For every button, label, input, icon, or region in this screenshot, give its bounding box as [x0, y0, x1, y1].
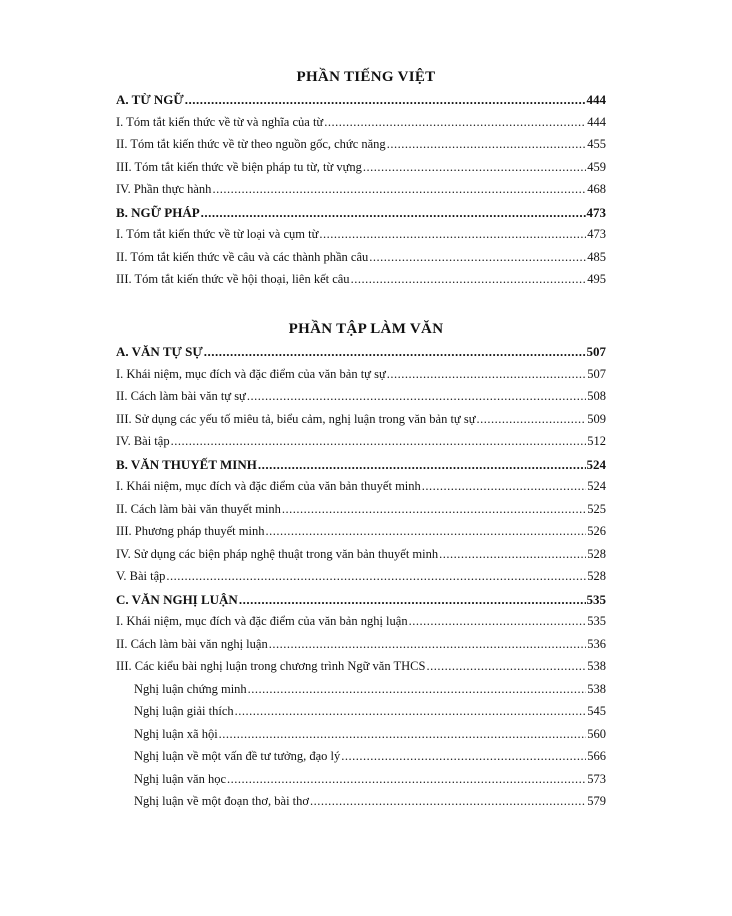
toc-page-number: 535 — [587, 614, 606, 628]
toc-entry[interactable] — [116, 115, 606, 138]
toc-entry-label: Nghị luận về một vấn đề tư tưởng, đạo lý — [134, 749, 341, 763]
toc-heading[interactable] — [116, 205, 606, 228]
toc-entry-label: II. Cách làm bài văn thuyết minh — [116, 501, 281, 516]
dot-leader — [324, 115, 586, 130]
toc-page-number: 528 — [587, 569, 606, 583]
dot-leader — [219, 727, 587, 742]
toc-page-number: 538 — [587, 681, 606, 696]
dot-leader — [166, 569, 586, 584]
dot-leader — [319, 227, 586, 242]
toc-page-number: 509 — [587, 411, 606, 426]
toc-page-number: 573 — [587, 771, 606, 786]
dot-leader — [258, 457, 586, 473]
toc-entry[interactable] — [116, 272, 606, 295]
toc-entry-label: II. Tóm tắt kiến thức về câu và các thành phần câu — [116, 249, 369, 264]
toc-entry[interactable] — [116, 434, 606, 457]
toc-entry[interactable] — [116, 659, 606, 682]
toc-entry-label: C. VĂN NGHỊ LUẬN — [116, 591, 238, 607]
toc-page-number: 538 — [587, 659, 606, 673]
toc-page-number: 444 — [587, 114, 606, 129]
toc-page-number: 528 — [587, 546, 606, 561]
section-title-tieng-viet: PHẦN TIẾNG VIỆT — [296, 69, 436, 85]
toc-page-number: 507 — [587, 366, 606, 381]
toc-entry[interactable] — [116, 389, 606, 412]
toc-page-number: 536 — [587, 636, 606, 651]
toc-entry-label: Nghị luận văn học — [134, 771, 226, 786]
toc-entry-label: B. NGỮ PHÁP — [116, 204, 200, 220]
toc-page-number: 455 — [587, 137, 606, 151]
toc-entry-label: III. Phương pháp thuyết minh — [116, 524, 265, 538]
toc-entry[interactable] — [116, 682, 606, 705]
toc-page-number: 508 — [587, 389, 606, 403]
section-title-tap-lam-van: PHẦN TẬP LÀM VĂN — [288, 321, 444, 337]
dot-leader — [247, 389, 586, 404]
toc-entry[interactable] — [116, 367, 606, 390]
toc-page-number: 507 — [586, 344, 606, 359]
toc-entry-label: A. VĂN TỰ SỰ — [116, 344, 203, 359]
toc-entry[interactable] — [116, 250, 606, 273]
toc-heading[interactable] — [116, 92, 606, 115]
dot-leader — [387, 137, 587, 152]
toc-entry-label: III. Sử dụng các yếu tố miêu tả, biểu cảm, nghị luận trong văn bản tự sự — [116, 411, 476, 426]
toc-entry-label: Nghị luận chứng minh — [134, 681, 247, 696]
toc-entry[interactable] — [116, 479, 606, 502]
toc-entry-label: B. VĂN THUYẾT MINH — [116, 456, 257, 472]
toc-page-number: 468 — [587, 182, 606, 196]
toc-entry[interactable] — [116, 547, 606, 570]
toc-entry-label: Nghị luận giải thích — [134, 704, 234, 718]
toc-entry-label: II. Cách làm bài văn tự sự — [116, 389, 246, 403]
toc-entry[interactable] — [116, 227, 606, 250]
toc-entry-label: Nghị luận về một đoạn thơ, bài thơ — [134, 794, 309, 808]
dot-leader — [204, 344, 586, 360]
toc-entry[interactable] — [116, 412, 606, 435]
toc-entry-label: V. Bài tập — [116, 569, 166, 583]
dot-leader — [265, 524, 586, 539]
toc-entry[interactable] — [116, 749, 606, 772]
toc-heading[interactable] — [116, 344, 606, 367]
dot-leader — [185, 92, 586, 108]
dot-leader — [201, 205, 586, 221]
dot-leader — [363, 160, 586, 175]
toc-list-tap-lam-van — [116, 344, 606, 817]
dot-leader — [212, 182, 586, 197]
toc-page-number: 524 — [586, 456, 606, 472]
toc-heading[interactable] — [116, 457, 606, 480]
dot-leader — [227, 772, 586, 787]
dot-leader — [409, 614, 587, 629]
toc-entry-label: Nghị luận xã hội — [134, 726, 218, 741]
toc-entry-label: I. Tóm tắt kiến thức về từ loại và cụm từ — [116, 227, 319, 241]
toc-entry[interactable] — [116, 772, 606, 795]
toc-entry-label: I. Khái niệm, mục đích và đặc điểm của văn bản nghị luận — [116, 614, 408, 628]
toc-page-number: 495 — [587, 272, 606, 286]
dot-leader — [310, 794, 586, 809]
toc-entry-label: I. Tóm tắt kiến thức về từ và nghĩa của từ — [116, 114, 324, 129]
toc-page-number: 473 — [587, 227, 606, 241]
toc-entry[interactable] — [116, 524, 606, 547]
dot-leader — [269, 637, 587, 652]
dot-leader — [422, 479, 586, 494]
toc-page-number: 545 — [587, 704, 606, 718]
toc-entry-label: III. Tóm tắt kiến thức về biện pháp tu từ, từ vựng — [116, 159, 362, 174]
toc-entry[interactable] — [116, 614, 606, 637]
toc-entry[interactable] — [116, 160, 606, 183]
toc-entry[interactable] — [116, 794, 606, 817]
toc-entry-label: III. Các kiểu bài nghị luận trong chương trình Ngữ văn THCS — [116, 659, 426, 673]
toc-entry-label: A. TỪ NGỮ — [116, 92, 184, 107]
toc-entry-label: I. Khái niệm, mục đích và đặc điểm của văn bản thuyết minh — [116, 479, 421, 493]
toc-entry[interactable] — [116, 502, 606, 525]
dot-leader — [341, 749, 586, 764]
toc-entry-label: IV. Phần thực hành — [116, 182, 212, 196]
toc-entry[interactable] — [116, 182, 606, 205]
dot-leader — [387, 367, 587, 382]
toc-page-number: 524 — [587, 479, 606, 493]
toc-page-number: 512 — [587, 434, 606, 448]
toc-page-number: 579 — [587, 794, 606, 808]
toc-page-number: 485 — [587, 249, 606, 264]
toc-entry-label: I. Khái niệm, mục đích và đặc điểm của văn bản tự sự — [116, 366, 386, 381]
toc-entry-label: II. Tóm tắt kiến thức về từ theo nguồn gốc, chức năng — [116, 137, 386, 151]
dot-leader — [171, 434, 587, 449]
toc-entry[interactable] — [116, 637, 606, 660]
toc-page-number: 526 — [587, 524, 606, 538]
toc-page-number: 535 — [586, 591, 606, 607]
toc-entry[interactable] — [116, 727, 606, 750]
toc-entry[interactable] — [116, 137, 606, 160]
toc-page-number: 473 — [586, 204, 606, 220]
toc-entry-label: IV. Sử dụng các biện pháp nghệ thuật trong văn bản thuyết minh — [116, 546, 439, 561]
dot-leader — [239, 592, 586, 608]
toc-entry-label: IV. Bài tập — [116, 434, 170, 448]
toc-heading[interactable] — [116, 592, 606, 615]
toc-page-number: 444 — [586, 92, 606, 107]
dot-leader — [369, 250, 586, 265]
dot-leader — [439, 547, 586, 562]
dot-leader — [476, 412, 586, 427]
toc-page-number: 459 — [587, 159, 606, 174]
dot-leader — [351, 272, 587, 287]
toc-page-number: 560 — [587, 726, 606, 741]
toc-entry[interactable] — [116, 569, 606, 592]
toc-entry-label: III. Tóm tắt kiến thức về hội thoại, liên kết câu — [116, 272, 350, 286]
dot-leader — [426, 659, 586, 674]
dot-leader — [235, 704, 587, 719]
toc-entry-label: II. Cách làm bài văn nghị luận — [116, 636, 268, 651]
toc-page-number: 525 — [587, 501, 606, 516]
toc-list-tieng-viet — [116, 92, 606, 295]
toc-entry[interactable] — [116, 704, 606, 727]
toc-page-number: 566 — [587, 749, 606, 763]
dot-leader — [282, 502, 586, 517]
dot-leader — [248, 682, 587, 697]
